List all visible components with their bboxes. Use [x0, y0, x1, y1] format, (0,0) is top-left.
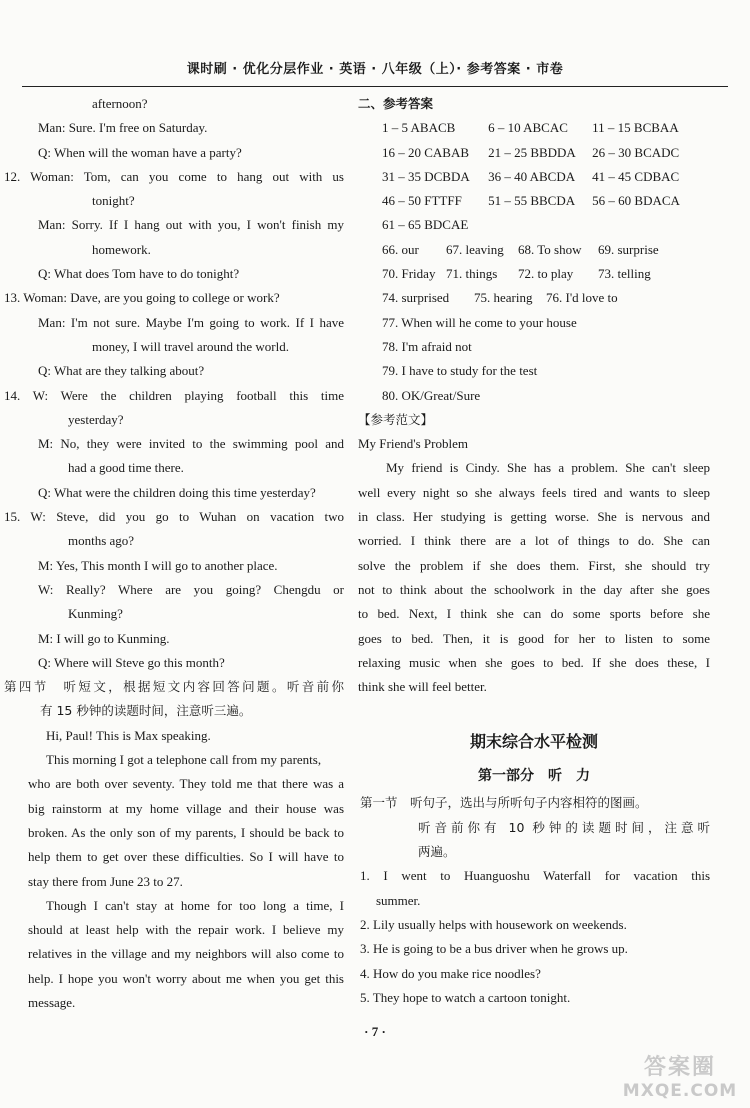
answer-row: [358, 189, 710, 213]
text-line: M: I will go to Kunming.: [38, 630, 170, 646]
answer-item: 1 – 5 ABACB: [382, 120, 456, 136]
sentence-answer: 79. I have to study for the test: [382, 363, 538, 379]
text-line: homework.: [92, 241, 151, 257]
text-line: should at least help with the repair work. I believe my: [28, 922, 344, 938]
answer-row: [358, 165, 710, 189]
text-line: 14. W: Were the children playing football this time: [4, 387, 344, 403]
text-line: This morning I got a telephone call from my parents,: [46, 752, 322, 768]
answer-item: 6 – 10 ABCAC: [488, 120, 568, 136]
essay-line: worried. I think there are a lot of things to do. She can: [358, 533, 710, 549]
text-line: had a good time there.: [68, 460, 184, 476]
text-line: months ago?: [68, 533, 135, 549]
left-column: [4, 92, 344, 1015]
sentence-answer: 78. I'm afraid not: [382, 338, 472, 354]
question-line: 3. He is going to be a bus driver when he grows up.: [360, 941, 628, 957]
fill-answer-item: 75. hearing: [474, 290, 533, 306]
answer-section-title: 二、参考答案: [358, 96, 434, 111]
text-line: Q: What are they talking about?: [38, 363, 205, 379]
fill-answer-item: 71. things: [446, 266, 498, 282]
text-line: who are both over seventy. They told me that there was a: [28, 776, 344, 792]
watermark-logo: 答案圈 MXQE.COM: [622, 1055, 738, 1101]
answer-key-sentences: [358, 311, 710, 408]
header-divider: [22, 86, 728, 87]
essay-line: not to think about the schoolwork in the day after she goes: [358, 581, 710, 597]
fill-answer-item: 66. our: [382, 241, 419, 257]
text-line: Hi, Paul! This is Max speaking.: [46, 727, 211, 743]
answer-item: 41 – 45 CDBAC: [592, 168, 680, 184]
fill-answer-item: 76. I'd love to: [546, 290, 618, 306]
text-line: 有 15 秒钟的读题时间，注意听三遍。: [40, 703, 252, 719]
right-column: [358, 92, 710, 1010]
essay-line: solve the problem if she does them. First, she should try: [358, 557, 710, 573]
listening-questions: [358, 864, 710, 1010]
fill-answer-item: 73. telling: [598, 266, 651, 282]
text-line: message.: [28, 994, 76, 1010]
text-line: Man: Sure. I'm free on Saturday.: [38, 120, 208, 136]
text-line: M: Yes, This month I will go to another place.: [38, 557, 278, 573]
text-line: W: Really? Where are you going? Chengdu or: [38, 581, 344, 597]
text-line: broken. As the only son of my parents, I should be back to: [28, 824, 344, 840]
part-title: 第一部分 听 力: [478, 768, 590, 785]
fill-answer-item: 69. surprise: [598, 241, 659, 257]
question-line: 4. How do you make rice noodles?: [360, 965, 541, 981]
text-line: tonight?: [92, 193, 135, 209]
answer-item: 26 – 30 BCADC: [592, 144, 680, 160]
fill-answer-item: 67. leaving: [446, 241, 504, 257]
question-line: 2. Lily usually helps with housework on weekends.: [360, 916, 627, 932]
text-line: 13. Woman: Dave, are you going to college or work?: [4, 290, 280, 306]
instruction-line: 听音前你有 10 秒钟的读题时间，注意听: [418, 819, 710, 835]
text-line: M: No, they were invited to the swimming pool and: [38, 436, 344, 452]
text-line: afternoon?: [92, 96, 148, 111]
text-line: help. I hope you won't worry about me when you get this: [28, 970, 344, 986]
answer-item: 21 – 25 BBDDA: [488, 144, 576, 160]
answer-row: [358, 141, 710, 165]
answer-item: 61 – 65 BDCAE: [382, 217, 469, 233]
fill-answer-row: [358, 286, 710, 310]
model-essay: [358, 456, 710, 699]
sentence-answer: 77. When will he come to your house: [382, 314, 577, 330]
instruction-line: 第一节 听句子，选出与所听句子内容相符的图画。: [360, 795, 648, 811]
essay-line: My friend is Cindy. She has a problem. She can't sleep: [386, 460, 710, 476]
answer-item: 31 – 35 DCBDA: [382, 168, 470, 184]
text-line: Q: Where will Steve go this month?: [38, 654, 225, 670]
exam-title: 期末综合水平检测: [469, 732, 598, 752]
fill-answer-item: 68. To show: [518, 241, 582, 257]
essay-line: goes to bed. Then, it is good for her to listen to some: [358, 630, 710, 646]
essay-line: think she will feel better.: [358, 679, 487, 695]
listening-section-instructions: [358, 791, 710, 864]
text-line: Man: I'm not sure. Maybe I'm going to work. If I have: [38, 314, 344, 330]
text-line: Q: What were the children doing this time yesterday?: [38, 484, 316, 500]
text-line: Though I can't stay at home for too long a time, I: [46, 897, 344, 913]
text-line: yesterday?: [68, 411, 124, 427]
answer-item: 46 – 50 FTTFF: [382, 193, 462, 209]
answer-item: 36 – 40 ABCDA: [488, 168, 576, 184]
text-line: help them to get over these difficulties. So I will have to: [28, 849, 344, 865]
answer-key-fill: [358, 238, 710, 311]
answer-item: 56 – 60 BDACA: [592, 193, 680, 209]
answer-item: 11 – 15 BCBAA: [592, 120, 679, 136]
instruction-line: 两遍。: [418, 844, 456, 860]
essay-line: relaxing music when she goes to bed. If she does these, I: [358, 654, 710, 670]
essay-line: in class. Her studying is getting worse. She is nervous and: [358, 509, 710, 525]
answer-row: [358, 116, 710, 140]
fill-answer-row: [358, 238, 710, 262]
text-line: 第四节 听短文，根据短文内容回答问题。听音前你: [4, 679, 344, 695]
essay-line: to bed. Next, I think she can do some sports before she: [358, 606, 710, 622]
question-line: 5. They hope to watch a cartoon tonight.: [360, 989, 571, 1005]
text-line: Man: Sorry. If I hang out with you, I won't finish my: [38, 217, 344, 233]
page-number: · 7 ·: [364, 1024, 386, 1039]
fill-answer-item: 70. Friday: [382, 266, 436, 282]
sentence-answer: 80. OK/Great/Sure: [382, 387, 481, 403]
fill-answer-row: [358, 262, 710, 286]
text-line: money, I will travel around the world.: [92, 338, 289, 354]
essay-label: 【参考范文】: [358, 411, 434, 427]
text-line: Kunming?: [68, 606, 123, 622]
text-line: 12. Woman: Tom, can you come to hang out with us: [4, 168, 344, 184]
answer-key-choices: [358, 116, 710, 237]
essay-title: My Friend's Problem: [358, 436, 468, 452]
text-line: 15. W: Steve, did you go to Wuhan on vacation two: [4, 509, 344, 525]
answer-item: 51 – 55 BBCDA: [488, 193, 576, 209]
question-line: 1. I went to Huanguoshu Waterfall for vacation this: [360, 868, 710, 884]
answer-item: 16 – 20 CABAB: [382, 144, 470, 160]
text-line: big rainstorm at my home village and their house was: [28, 800, 344, 816]
text-line: stay there from June 23 to 27.: [28, 873, 183, 889]
question-line: summer.: [376, 892, 421, 908]
essay-line: well every night so she always feels tired and wants to sleep: [358, 484, 710, 500]
page-header: 课时刷 · 优化分层作业 · 英语 · 八年级（上）· 参考答案 · 市卷: [186, 62, 564, 77]
text-line: Q: What does Tom have to do tonight?: [38, 266, 240, 282]
text-line: Q: When will the woman have a party?: [38, 144, 242, 160]
text-line: relatives in the village and my neighbors will also come to: [28, 946, 344, 962]
fill-answer-item: 72. to play: [518, 266, 574, 282]
answer-row: [358, 213, 710, 237]
fill-answer-item: 74. surprised: [382, 290, 450, 306]
